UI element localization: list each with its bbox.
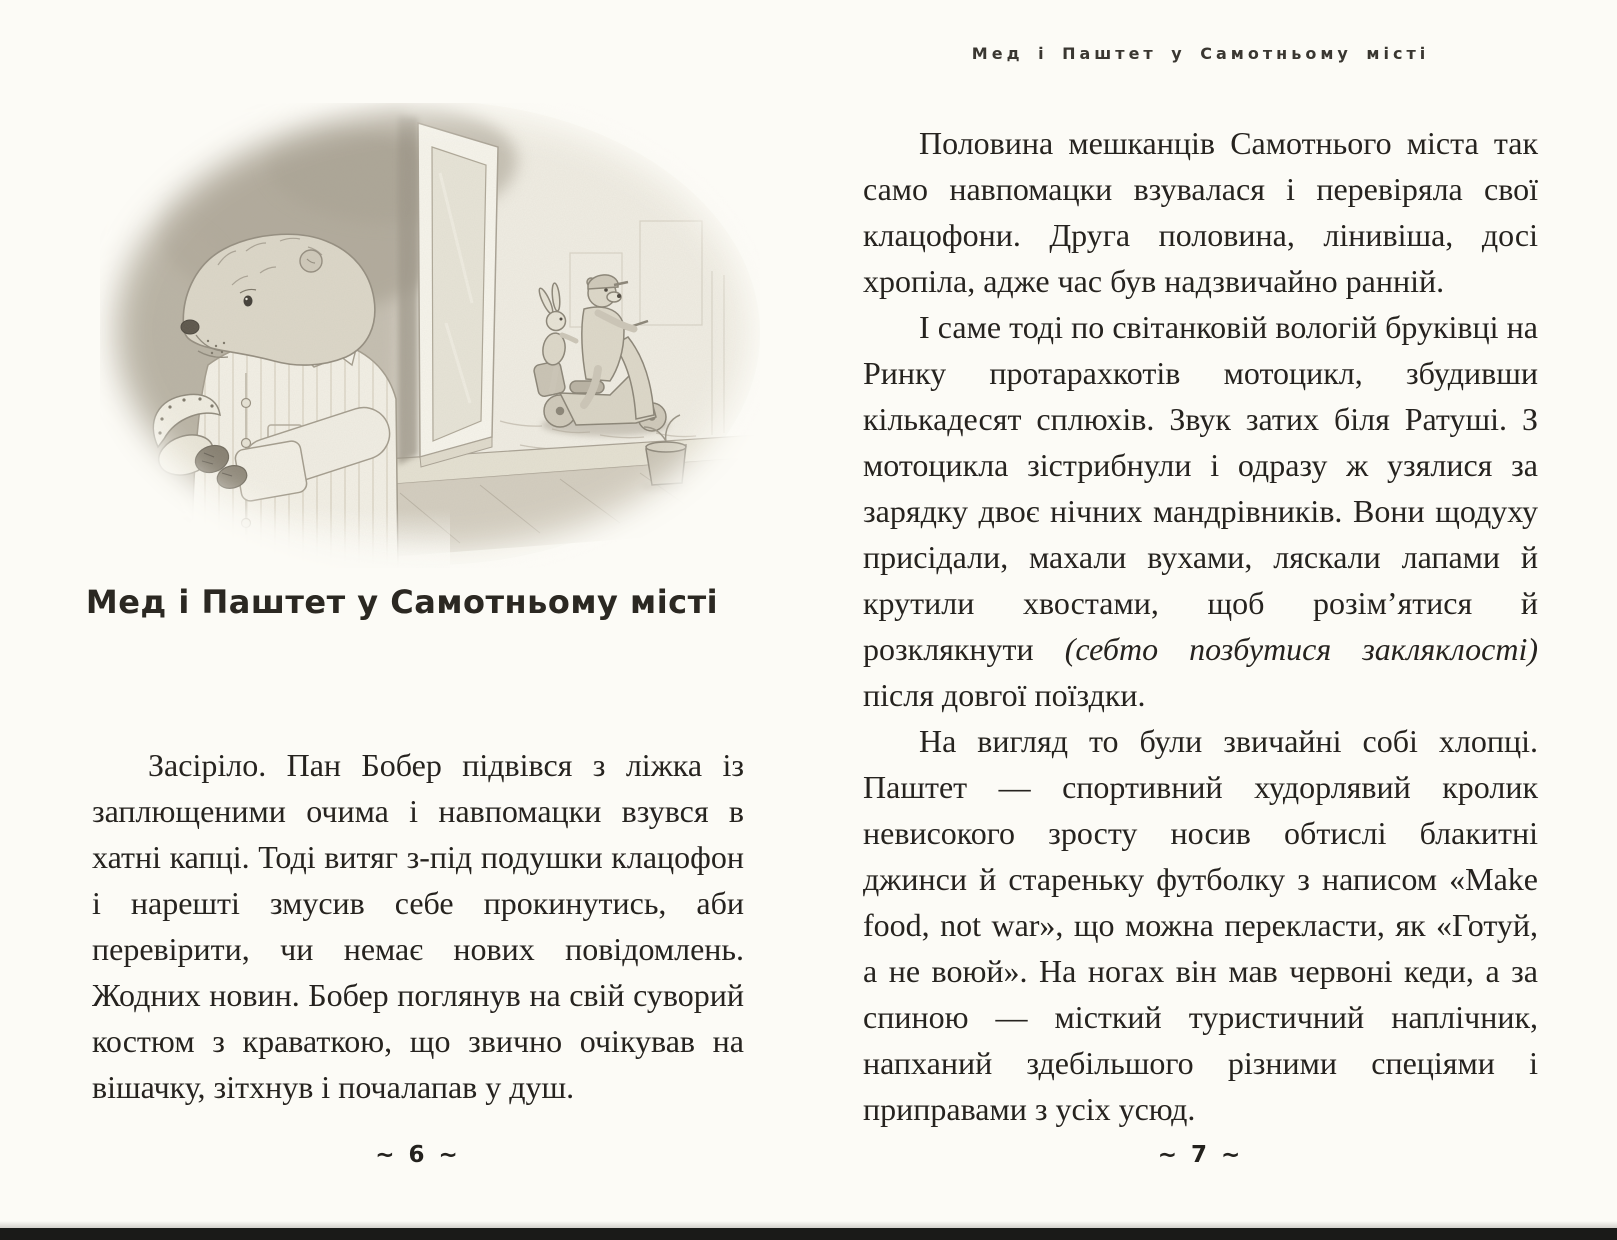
- right-page: [808, 0, 1617, 1240]
- paragraph: [863, 304, 1538, 718]
- right-page-number: ~ 7 ~: [1157, 1142, 1244, 1168]
- running-header: Мед і Паштет у Самотньому місті: [971, 44, 1430, 63]
- paragraph: [863, 120, 1538, 304]
- right-page-text: [863, 120, 1538, 1132]
- chapter-title: Мед і Паштет у Самотньому місті: [85, 583, 719, 621]
- beaver-window-sketch: [100, 103, 760, 568]
- left-page-number: ~ 6 ~: [375, 1142, 461, 1168]
- text-segment: І саме тоді по світанковій вологій бруківці на Ринку протарахкотів мотоцикл, збудивши кількадесят сплюхів. Звук затих біля Ратуші. З мотоцикла зістрибнули і одразу ж узялися за зарядку двоє нічних мандрівників. Вони щодуху присідали, махали вухами, ляскали лапами й крутили хвостами, щоб розім’ятися й розклякнути: [863, 309, 1538, 667]
- text-segment: після довгої поїздки.: [863, 677, 1146, 713]
- italic-text-segment: (себто позбутися закляклості): [1064, 631, 1539, 667]
- text-segment: На вигляд то були звичайні собі хлопці. Паштет — спортивний худорлявий кролик невисокого зросту носив обтислі блакитні джинси й стареньку футболку з написом «Make food, not war», що можна перекласти, як «Готуй, а не воюй». На ногах він мав червоні кеди, а за спиною — місткий туристичний наплічник, напханий здебільшого різними спеціями і приправами з усіх усюд.: [863, 723, 1538, 1127]
- pencil-grain: [100, 103, 760, 568]
- left-page: [0, 0, 808, 1240]
- chapter-illustration: [100, 103, 760, 568]
- text-segment: Половина мешканців Самотнього міста так само навпомацки взувалася і перевіряла свої клацофони. Друга половина, лінивіша, досі хропіла, адже час був надзвичайно ранній.: [863, 125, 1538, 299]
- paragraph: [863, 718, 1538, 1132]
- scan-edge-bar: [0, 1228, 1617, 1240]
- left-page-text: [92, 742, 744, 1110]
- paragraph: [92, 742, 744, 1110]
- text-segment: Засіріло. Пан Бобер підвівся з ліжка із заплющеними очима і навпомацки взувся в хатні капці. Тоді витяг з-під подушки клацофон і нарешті змусив себе прокинутись, аби перевірити, чи немає нових повідомлень. Жодних новин. Бобер поглянув на свій суворий костюм з краваткою, що звично очікував на вішачку, зітхнув і почалапав у душ.: [92, 747, 744, 1105]
- scan-edge-shadow: [0, 1221, 1617, 1228]
